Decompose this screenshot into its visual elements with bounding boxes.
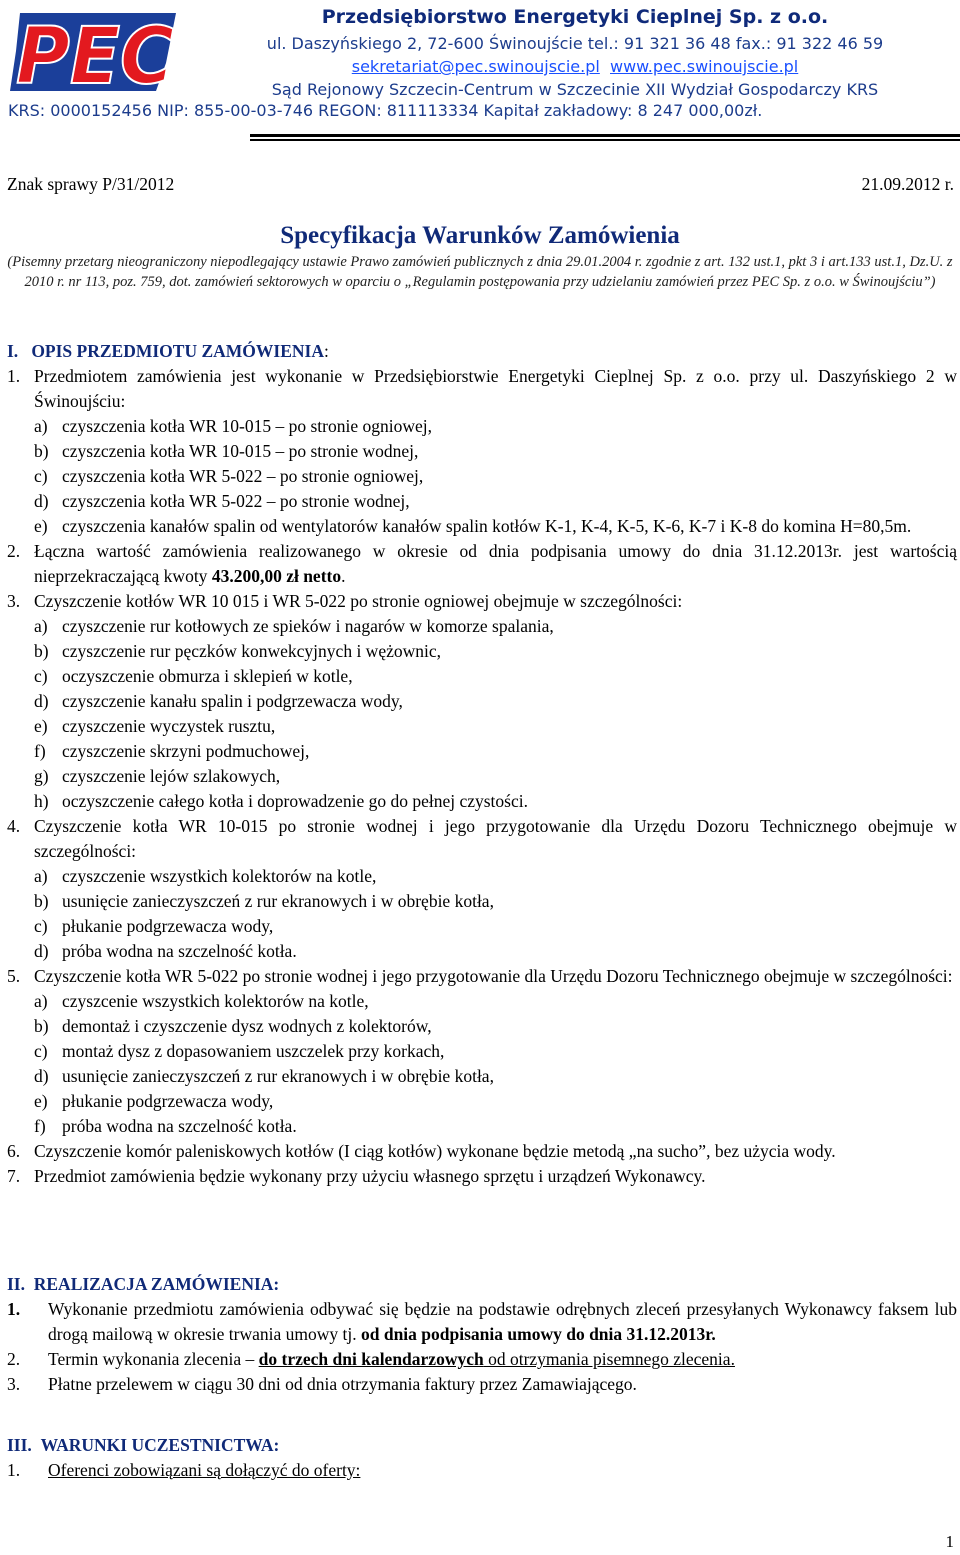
section-title: OPIS PRZEDMIOTU ZAMÓWIENIA (31, 341, 324, 361)
case-reference: Znak sprawy P/31/2012 (7, 174, 175, 194)
sub-item: b) demontaż i czyszczenie dysz wodnych z kolektorów, (34, 1016, 432, 1036)
sub-item: d) próba wodna na szczelność kotła. (34, 941, 297, 961)
list-item: 5. Czyszczenie kotła WR 5-022 po stronie wodnej i jego przygotowanie dla Urzędu Dozoru Technicznego obejmuje w szczególności: (7, 966, 953, 986)
document-subtitle: (Pisemny przetarg nieograniczony niepodlegający ustawie Prawo zamówień publicznych z dnia 29.01.2004 r. zgodnie z art. 132 ust.1, pkt 3 i art.133 ust.1, Dz.U. z 2010 r. nr 113, poz. 759, dot. zamówień sektorowych w oparciu o „Regulamin postępowania przy udzielaniu zamówień przez PEC Sp. z o.o. w Świnoujściu”) (7, 254, 953, 290)
list-item: 7. Przedmiot zamówienia będzie wykonany przy użyciu własnego sprzętu i urządzeń Wykonawcy. (7, 1166, 706, 1186)
sub-item: d) usunięcie zanieczyszczeń z rur ekranowych i w obrębie kotła, (34, 1066, 494, 1086)
list-item: 2. Łączna wartość zamówienia realizowanego w okresie od dnia podpisania umowy do dnia 31.12.2013r. jest wartością nieprzekraczającą kwoty 43.200,00 zł netto. (7, 541, 957, 586)
sub-item: a) czyszczenie rur kotłowych ze spieków i nagarów w komorze spalania, (34, 616, 554, 636)
email-link[interactable]: sekretariat@pec.swinoujscie.pl (351, 57, 600, 76)
list-item: 2. Termin wykonania zlecenia – do trzech dni kalendarzowych od otrzymania pisemnego zlecenia. (7, 1349, 735, 1369)
pec-logo (6, 5, 178, 95)
document-date: 21.09.2012 r. (861, 174, 954, 194)
section-1-list (7, 364, 957, 1189)
sub-item: g) czyszczenie lejów szlakowych, (34, 766, 281, 786)
court-registration: Sąd Rejonowy Szczecin-Centrum w Szczecinie XII Wydział Gospodarczy KRS (271, 80, 879, 99)
list-item: 4. Czyszczenie kotła WR 10-015 po stronie wodnej i jego przygotowanie dla Urzędu Dozoru Technicznego obejmuje w szczególności: (7, 816, 957, 861)
section-heading (7, 1272, 953, 1297)
header-divider (250, 134, 960, 137)
section-3-list (7, 1458, 957, 1483)
section-title: REALIZACJA ZAMÓWIENIA: (33, 1274, 280, 1294)
page-number: 1 (945, 1532, 954, 1551)
sub-item: b) czyszczenia kotła WR 10-015 – po stronie wodnej, (34, 441, 419, 461)
list-item: 3. Płatne przelewem w ciągu 30 dni od dnia otrzymania faktury przez Zamawiającego. (7, 1374, 637, 1394)
contract-value: 43.200,00 zł netto (211, 566, 342, 586)
sub-item: d) czyszczenie kanału spalin i podgrzewacza wody, (34, 691, 403, 711)
sub-item: f) czyszczenie skrzyni podmuchowej, (34, 741, 310, 761)
website-link[interactable]: www.pec.swinoujscie.pl (610, 57, 799, 76)
section-number: III. (7, 1435, 32, 1455)
list-item: 3. Czyszczenie kotłów WR 10 015 i WR 5-022 po stronie ogniowej obejmuje w szczególności: (7, 591, 683, 611)
section-title: WARUNKI UCZESTNICTWA: (40, 1435, 280, 1455)
sub-item: c) oczyszczenie obmurza i sklepień w kotle, (34, 666, 353, 686)
sub-item: c) czyszczenia kotła WR 5-022 – po stronie ogniowej, (34, 466, 424, 486)
sub-item: a) czyszczenia kotła WR 10-015 – po stronie ogniowej, (34, 416, 432, 436)
document-title: Specyfikacja Warunków Zamówienia (280, 222, 680, 249)
list-item: 6. Czyszczenie komór paleniskowych kotłów (I ciąg kotłów) wykonane będzie metodą „na sucho”, bez użycia wody. (7, 1141, 836, 1161)
sub-item: e) płukanie podgrzewacza wody, (34, 1091, 274, 1111)
section-number: I. (7, 341, 19, 361)
sub-item: b) czyszczenie rur pęczków konwekcyjnych i wężownic, (34, 641, 441, 661)
section-2-list (7, 1297, 957, 1397)
sub-item: c) montaż dysz z dopasowaniem uszczelek przy korkach, (34, 1041, 445, 1061)
sub-item: h) oczyszczenie całego kotła i doprowadzenie go do pełnej czystości. (34, 791, 528, 811)
company-name: Przedsiębiorstwo Energetyki Cieplnej Sp. z o.o. (321, 6, 829, 28)
sub-item: e) czyszczenia kanałów spalin od wentylatorów kanałów spalin kotłów K-1, K-4, K-5, K-6, K-7 i K-8 do komina H=80,5m. (34, 516, 912, 536)
sub-item: b) usunięcie zanieczyszczeń z rur ekranowych i w obrębie kotła, (34, 891, 494, 911)
sub-item: f) próba wodna na szczelność kotła. (34, 1116, 297, 1136)
header-divider (250, 139, 960, 141)
sub-item: c) płukanie podgrzewacza wody, (34, 916, 274, 936)
company-address: ul. Daszyńskiego 2, 72-600 Świnoujście tel.: 91 321 36 48 fax.: 91 322 46 59 (266, 34, 884, 53)
list-item: 1. Przedmiotem zamówienia jest wykonanie w Przedsiębiorstwie Energetyki Cieplnej Sp. z o.o. przy ul. Daszyńskiego 2 w Świnoujściu: (7, 366, 957, 411)
logo-text: PEC (16, 12, 174, 95)
section-heading: I. OPIS PRZEDMIOTU ZAMÓWIENIA: (7, 341, 329, 361)
registration-numbers: KRS: 0000152456 NIP: 855-00-03-746 REGON: 811113334 Kapitał zakładowy: 8 247 000,00zł. (8, 101, 763, 120)
sub-item: a) czyszcenie wszystkich kolektorów na kotle, (34, 991, 369, 1011)
section-heading (7, 1433, 953, 1458)
list-item: 1. Oferenci zobowiązani są dołączyć do oferty: (7, 1460, 361, 1480)
sub-item: e) czyszczenie wyczystek rusztu, (34, 716, 276, 736)
sub-item: d) czyszczenia kotła WR 5-022 – po stronie wodnej, (34, 491, 410, 511)
section-number: II. (7, 1274, 25, 1294)
sub-item: a) czyszczenie wszystkich kolektorów na kotle, (34, 866, 377, 886)
contact-links (190, 57, 960, 76)
list-item: 1. Wykonanie przedmiotu zamówienia odbywać się będzie na podstawie odrębnych zleceń przesyłanych Wykonawcy faksem lub drogą mailową w okresie trwania umowy tj. od dnia podpisania umowy do dnia 31.12.2013r. (7, 1299, 957, 1344)
